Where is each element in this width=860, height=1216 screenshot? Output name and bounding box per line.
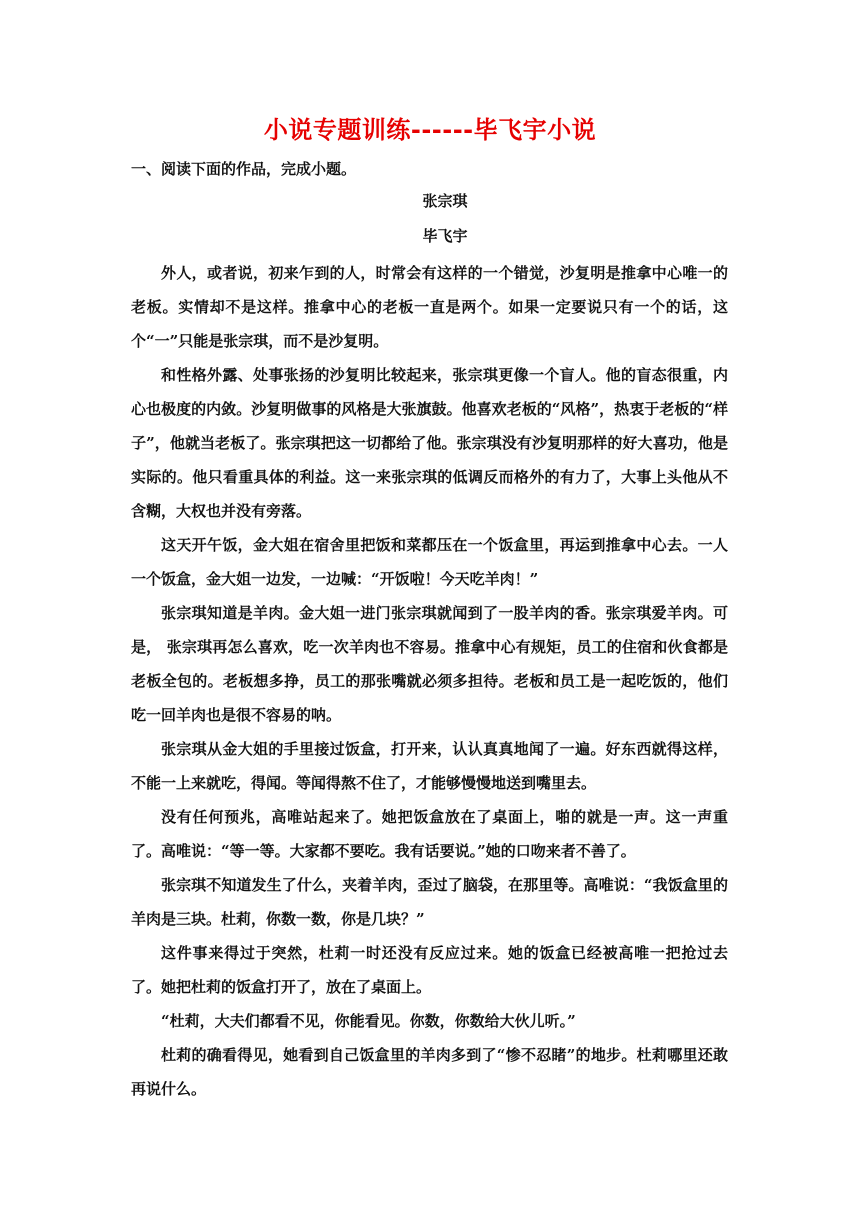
document-title: 小说专题训练------毕飞宇小说 — [263, 116, 597, 144]
paragraph: “杜莉，大夫们都看不见，你能看见。你数，你数给大伙儿听。” — [161, 1012, 576, 1030]
paragraph: 杜莉的确看得见，她看到自己饭盒里的羊肉多到了“惨不忍睹”的地步。杜莉哪里还敢再说什么。 — [131, 1046, 728, 1098]
paragraph: 这件事来得过于突然，杜莉一时还没有反应过来。她的饭盒已经被高唯一把抢过去了。她把杜莉的饭盒打开了，放在了桌面上。 — [131, 944, 728, 996]
paragraph: 外人，或者说，初来乍到的人，时常会有这样的一个错觉，沙复明是推拿中心唯一的老板。实情却不是这样。推拿中心的老板一直是两个。如果一定要说只有一个的话，这个“一”只能是张宗琪，而不是沙复明。 — [131, 264, 728, 350]
story-body — [131, 256, 728, 1106]
story-title: 张宗琪 — [422, 192, 468, 210]
paragraph: 和性格外露、处事张扬的沙复明比较起来，张宗琪更像一个盲人。他的盲态很重，内心也极度的内敛。沙复明做事的风格是大张旗鼓。他喜欢老板的“风格”，热衷于老板的“样子”，他就当老板了。张宗琪把这一切都给了他。张宗琪没有沙复明那样的好大喜功，他是实际的。他只看重具体的利益。这一来张宗琪的低调反而格外的有力了，大事上头他从不含糊，大权也并没有旁落。 — [131, 366, 728, 520]
story-author: 毕飞宇 — [422, 227, 468, 245]
paragraph: 张宗琪不知道发生了什么，夹着羊肉，歪过了脑袋，在那里等。高唯说：“我饭盒里的羊肉是三块。杜莉，你数一数，你是几块？” — [131, 876, 728, 928]
paragraph: 没有任何预兆，高唯站起来了。她把饭盒放在了桌面上，啪的就是一声。这一声重了。高唯说：“等一等。大家都不要吃。我有话要说。”她的口吻来者不善了。 — [131, 808, 728, 860]
paragraph: 张宗琪知道是羊肉。金大姐一进门张宗琪就闻到了一股羊肉的香。张宗琪爱羊肉。可是， 张宗琪再怎么喜欢，吃一次羊肉也不容易。推拿中心有规矩，员工的住宿和伙食都是老板全包的。老板想多挣，员工的那张嘴就必须多担待。老板和员工是一起吃饭的，他们吃一回羊肉也是很不容易的呐。 — [131, 604, 728, 724]
paragraph: 张宗琪从金大姐的手里接过饭盒，打开来，认认真真地闻了一遍。好东西就得这样，不能一上来就吃，得闻。等闻得熬不住了，才能够慢慢地送到嘴里去。 — [131, 740, 728, 792]
question-instruction: 一、阅读下面的作品，完成小题。 — [131, 160, 357, 178]
paragraph: 这天开午饭，金大姐在宿舍里把饭和菜都压在一个饭盒里，再运到推拿中心去。一人一个饭盒，金大姐一边发，一边喊：“开饭啦！今天吃羊肉！” — [131, 536, 728, 588]
